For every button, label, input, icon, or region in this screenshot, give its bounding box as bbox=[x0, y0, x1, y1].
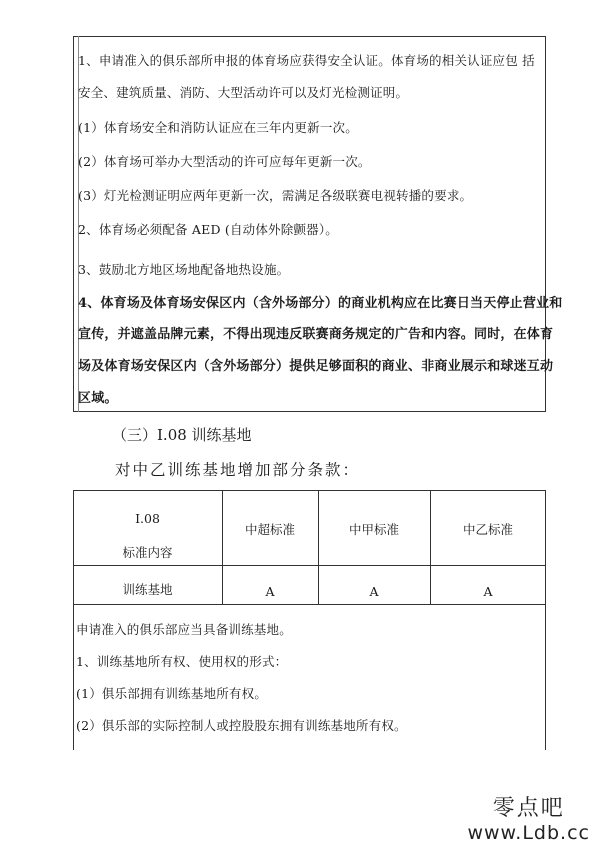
watermark-line-1: 零点吧 bbox=[492, 796, 565, 821]
base-line-4: (2）俱乐部的实际控制人或控股股东拥有训练基地所有权。 bbox=[76, 718, 407, 733]
table-row-divider-1 bbox=[73, 565, 546, 566]
table-col-super-league: 中超标准 bbox=[244, 522, 295, 537]
req-bold-line-3: 场及体育场安保区内（含外场部分）提供足够面积的商业、非商业展示和球迷互动 bbox=[78, 359, 554, 374]
table-value-league-two: A bbox=[483, 584, 493, 599]
section-subheading: 对中乙训练基地增加部分条款： bbox=[115, 461, 361, 479]
table-row-label: 训练基地 bbox=[122, 582, 173, 597]
req-line-7: 3、鼓励北方地区场地配备地热设施。 bbox=[78, 262, 290, 277]
table-col-league-two: 中乙标准 bbox=[462, 522, 513, 537]
base-line-3: (1）俱乐部拥有训练基地所有权。 bbox=[76, 686, 268, 701]
req-bold-line-1: 4、体育场及体育场安保区内（含外场部分）的商业机构应在比赛日当天停止营业和 bbox=[78, 296, 563, 311]
table-header-label: 标准内容 bbox=[122, 545, 173, 560]
section-heading: （三）I.08 训练基地 bbox=[112, 426, 252, 444]
watermark-line-2: www.Ldb.cc bbox=[467, 822, 590, 844]
table-header-code: I.08 bbox=[135, 511, 160, 526]
req-line-5: (3）灯光检测证明应两年更新一次，需满足各级联赛电视转播的要求。 bbox=[78, 188, 473, 203]
req-bold-line-4: 区域。 bbox=[78, 391, 118, 406]
base-line-2: 1、训练基地所有权、使用权的形式： bbox=[76, 654, 288, 669]
req-line-1: 1、申请准入的俱乐部所申报的体育场应获得安全认证。体育场的相关认证应包 括 bbox=[78, 53, 535, 68]
req-bold-line-2: 宣传，并遮盖品牌元素，不得出现违反联赛商务规定的广告和内容。同时，在体育 bbox=[78, 327, 554, 342]
req-line-2: 安全、建筑质量、消防、大型活动许可以及灯光检测证明。 bbox=[78, 85, 409, 100]
table-value-super-league: A bbox=[265, 584, 275, 599]
req-line-4: (2）体育场可举办大型活动的许可应每年更新一次。 bbox=[78, 154, 371, 169]
site-watermark bbox=[467, 796, 590, 844]
table-col-league-one: 中甲标准 bbox=[348, 522, 399, 537]
req-line-3: (1）体育场安全和消防认证应在三年内更新一次。 bbox=[78, 120, 358, 135]
table-row-divider-2 bbox=[73, 604, 546, 605]
base-line-1: 申请准入的俱乐部应当具备训练基地。 bbox=[76, 622, 292, 637]
req-line-6: 2、体育场必须配备 AED (自动体外除颤器）。 bbox=[78, 222, 339, 237]
table-value-league-one: A bbox=[369, 584, 379, 599]
